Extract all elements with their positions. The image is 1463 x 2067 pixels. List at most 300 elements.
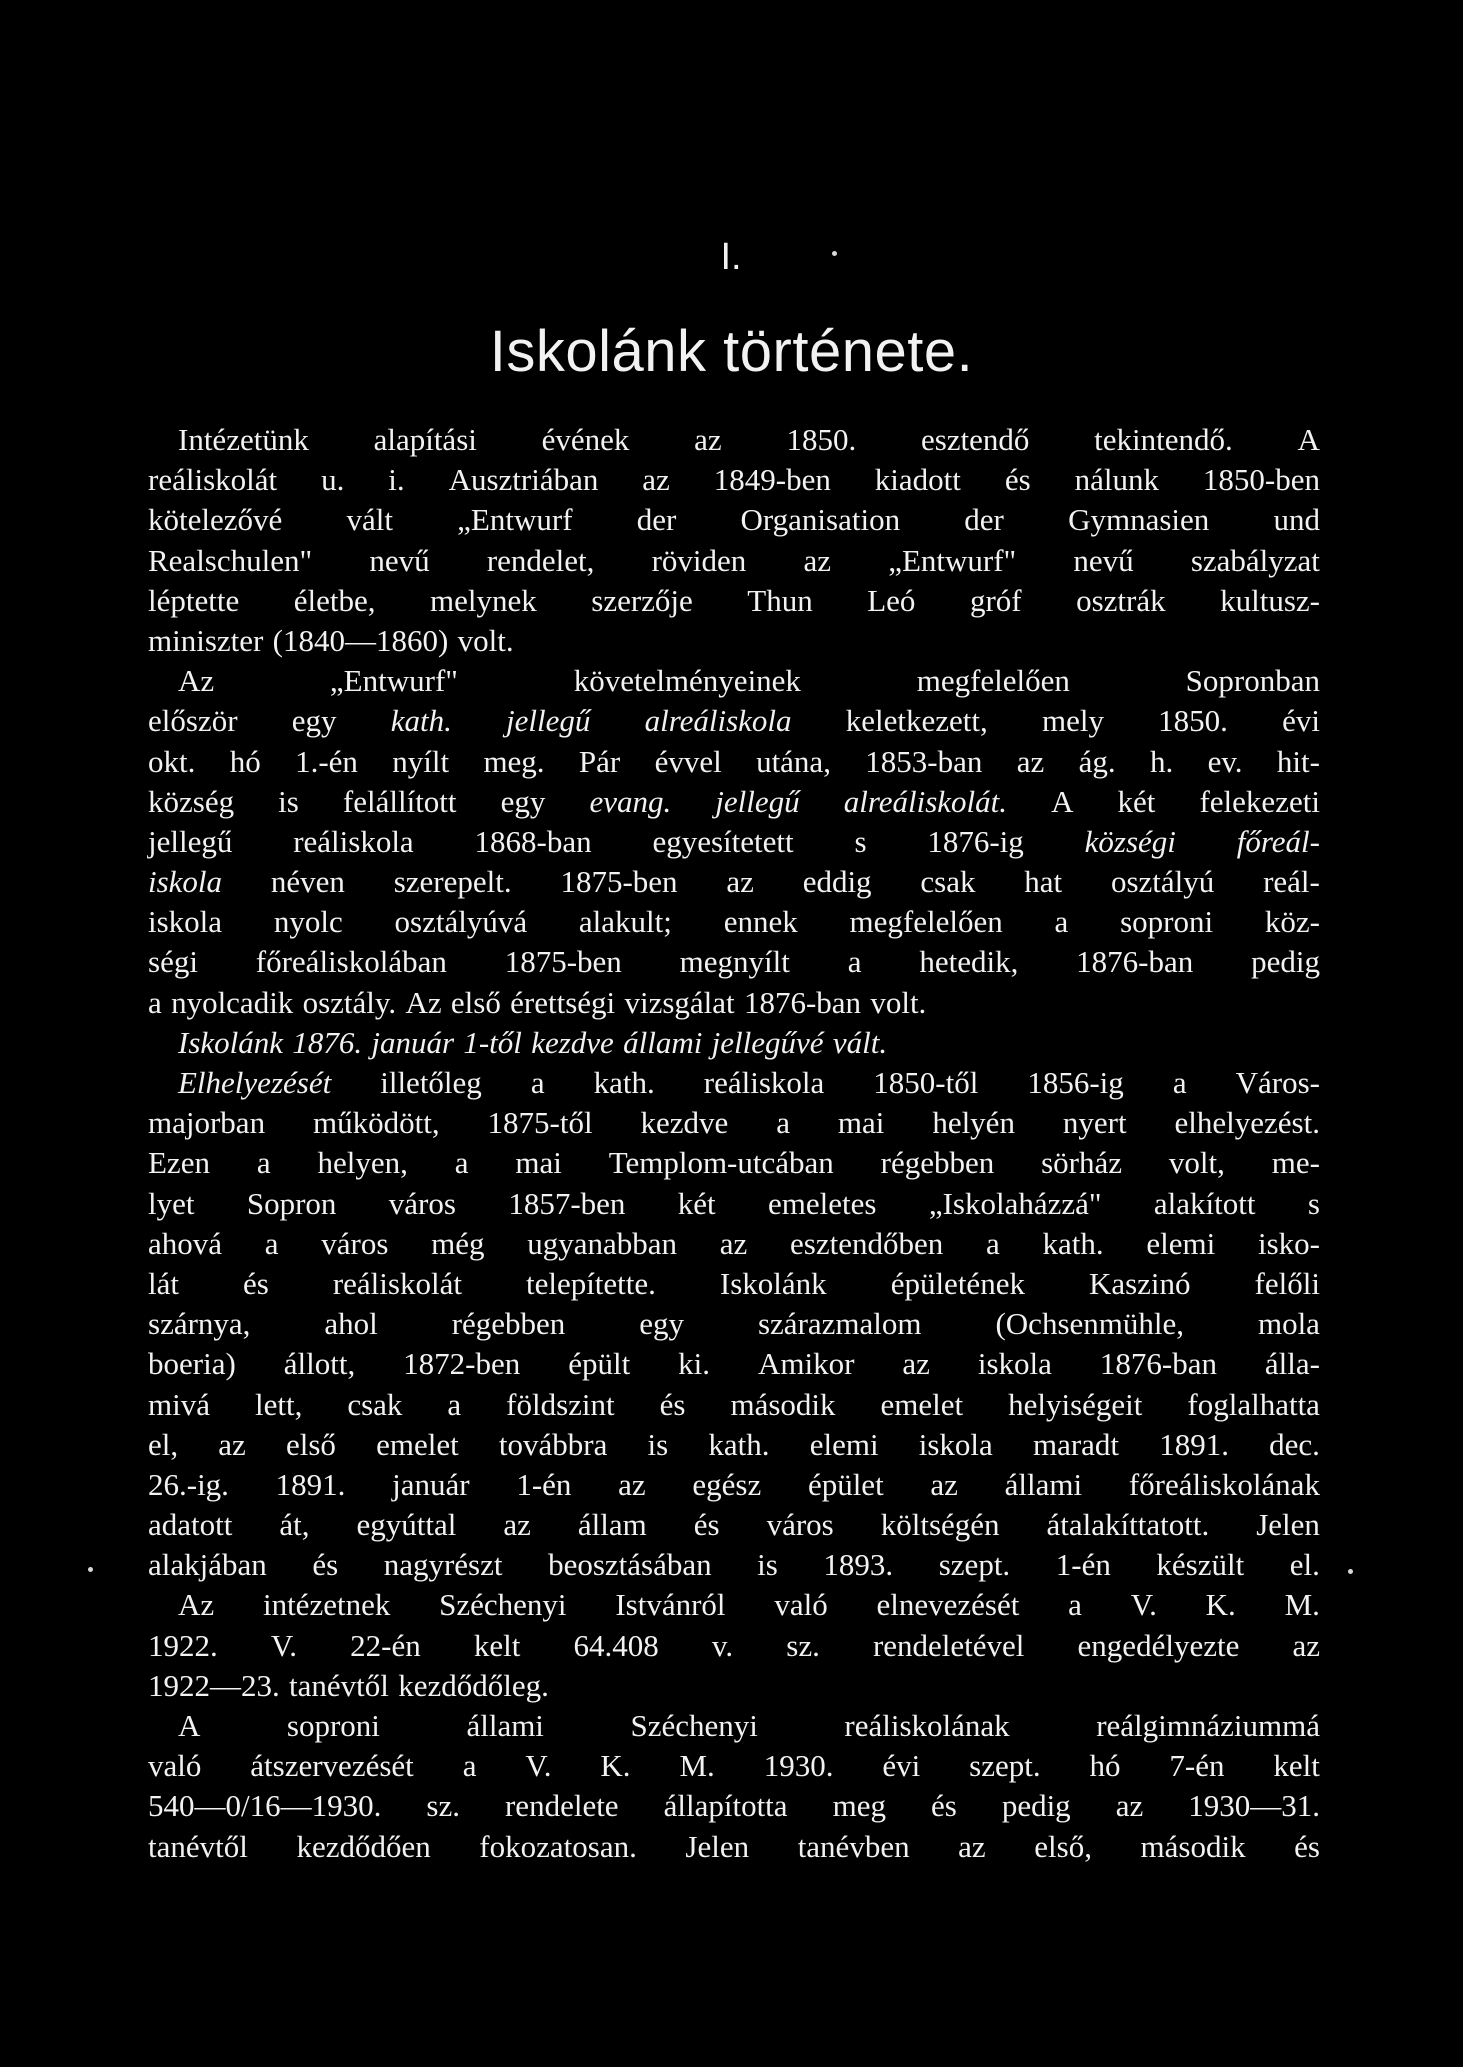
word: helyen,	[317, 1145, 408, 1181]
word: osztályú	[1110, 864, 1215, 900]
word: szabályzat	[1190, 542, 1320, 578]
word: pedig	[1251, 944, 1320, 980]
word: lát	[148, 1265, 179, 1301]
word: 22-én	[350, 1627, 421, 1663]
word: épület	[807, 1466, 884, 1502]
word: először	[148, 703, 238, 739]
word: Város-	[1235, 1065, 1320, 1100]
word: és	[930, 1788, 957, 1824]
word: tanévtől	[148, 1828, 248, 1864]
word: és	[693, 1507, 720, 1543]
text-line	[148, 1385, 1320, 1425]
word: nagyrészt	[383, 1547, 503, 1583]
word: s	[1307, 1185, 1320, 1221]
word: osztályúvá	[394, 904, 528, 940]
word: 1922.	[148, 1627, 218, 1663]
word: 1930.	[763, 1748, 834, 1784]
word: V.	[270, 1627, 298, 1663]
word: meg.	[483, 743, 545, 779]
word: reál-	[1263, 864, 1320, 900]
word: emelet	[880, 1386, 964, 1422]
word: 1893.	[823, 1547, 894, 1583]
word: me-	[1271, 1145, 1320, 1181]
word: u.	[321, 462, 345, 498]
word: Széchenyi	[439, 1587, 567, 1623]
word: eddig	[802, 864, 872, 900]
word: az	[958, 1828, 986, 1864]
word: volt,	[1168, 1145, 1225, 1181]
word: mola	[1257, 1306, 1320, 1342]
page-number: I.	[720, 236, 742, 278]
word: reáliskola	[703, 1065, 825, 1100]
word: működött,	[313, 1105, 440, 1141]
word: az	[642, 462, 670, 498]
word: földszint	[506, 1386, 615, 1422]
word: emelet	[376, 1426, 459, 1462]
word: kath.	[708, 1426, 770, 1462]
text-line	[148, 1184, 1320, 1224]
word: átalakíttatott.	[1046, 1507, 1210, 1543]
word: alakjában	[148, 1547, 267, 1583]
word: reáliskolát	[332, 1265, 462, 1301]
word: M.	[1284, 1587, 1320, 1623]
word: jellegű	[148, 823, 233, 859]
word: gróf	[969, 582, 1022, 618]
text-line	[148, 1827, 1320, 1867]
text-line	[148, 1304, 1320, 1344]
text-line	[148, 822, 1320, 862]
word: soproni	[1120, 904, 1214, 940]
word: Pár	[578, 743, 621, 779]
word: Széchenyi	[630, 1708, 758, 1743]
word: alakult;	[578, 904, 672, 940]
word: a	[454, 1145, 469, 1181]
word: régebben	[880, 1145, 995, 1181]
text-line	[148, 782, 1320, 822]
word: két	[677, 1185, 716, 1221]
word: reáliskolát	[148, 462, 278, 498]
word: Elhelyezését	[178, 1065, 332, 1100]
word: „Iskolaházzá"	[928, 1185, 1102, 1221]
word: vált.	[832, 1024, 888, 1060]
word: und	[1273, 502, 1320, 538]
word: továbbra	[498, 1426, 608, 1462]
word: második	[730, 1386, 836, 1422]
word: Jelen	[1256, 1507, 1320, 1543]
word: 26.-ig.	[148, 1466, 229, 1502]
word: községi	[1084, 823, 1176, 859]
word: az	[803, 542, 831, 578]
word: fokozatosan.	[479, 1828, 637, 1864]
word: hat	[1024, 864, 1063, 900]
word: 1876.	[292, 1024, 363, 1060]
word: Ezen	[148, 1145, 210, 1181]
word: 1-től	[463, 1024, 522, 1060]
word: iskola	[977, 1346, 1052, 1382]
word: reálgimnáziummá	[1096, 1708, 1320, 1743]
word: léptette	[148, 582, 240, 618]
text-line	[148, 862, 1320, 902]
word: kultusz-	[1220, 582, 1320, 618]
word: 1876-ban	[743, 984, 862, 1020]
word: és	[312, 1547, 339, 1583]
word: A	[178, 1708, 201, 1743]
word: a	[462, 1748, 477, 1784]
text-line	[148, 1264, 1320, 1304]
word: i.	[388, 462, 405, 498]
word: Gymnasien	[1068, 502, 1210, 538]
stray-ink-mark	[88, 1567, 93, 1572]
word: kezdve	[640, 1105, 729, 1141]
word: K.	[1205, 1587, 1236, 1623]
word: hó	[1089, 1748, 1121, 1784]
word: 1849-ben	[713, 462, 831, 498]
word: a	[148, 984, 162, 1020]
word: szárazmalom	[757, 1306, 922, 1342]
word: miniszter	[148, 622, 264, 658]
word: felekezeti	[1199, 783, 1320, 819]
word: a	[447, 1386, 462, 1422]
word: okt.	[148, 743, 196, 779]
word: régebben	[451, 1306, 566, 1342]
word: kezdve	[531, 1024, 614, 1060]
word: Ausztriában	[448, 462, 599, 498]
word: ségi	[148, 944, 198, 980]
word: 1.-én	[295, 743, 358, 779]
text-line	[148, 541, 1320, 581]
word: első	[450, 984, 501, 1020]
word: „Entwurf"	[888, 542, 1017, 578]
word: engedélyezte	[1077, 1627, 1240, 1663]
word: evang.	[589, 783, 672, 819]
word: vált	[346, 502, 393, 538]
word: és	[1004, 462, 1031, 498]
text-line	[148, 1585, 1320, 1625]
word: V.	[1130, 1587, 1157, 1623]
word: alreáliskolát.	[843, 783, 1008, 819]
word: a	[776, 1105, 790, 1141]
word: szerepelt.	[393, 864, 512, 900]
word: csak	[920, 864, 976, 900]
word: az	[618, 1466, 646, 1502]
word: a	[1068, 1587, 1082, 1623]
text-line	[148, 1666, 1320, 1706]
word: hó	[229, 743, 261, 779]
word: meg	[832, 1788, 886, 1824]
word: érettségi	[510, 984, 616, 1020]
word: dec.	[1269, 1426, 1320, 1462]
word: mai	[515, 1145, 562, 1181]
word: 540—0/16—1930.	[148, 1788, 382, 1824]
word: és	[659, 1386, 686, 1422]
word: második	[1140, 1828, 1246, 1864]
word: a	[1172, 1065, 1187, 1100]
word: ev.	[1207, 743, 1243, 779]
word: rendeletével	[872, 1627, 1025, 1663]
word: der	[636, 502, 677, 538]
word: mai	[837, 1105, 885, 1141]
word: megfelelően	[916, 663, 1070, 699]
word: épült	[568, 1346, 631, 1382]
word: 1891.	[275, 1466, 346, 1502]
word: Istvánról	[615, 1587, 726, 1623]
word: az	[902, 1346, 930, 1382]
word: „Entwurf"	[329, 663, 458, 699]
word: az	[726, 864, 754, 900]
word: is	[757, 1547, 778, 1583]
word: nálunk	[1074, 462, 1159, 498]
word: 1-én	[516, 1466, 572, 1502]
word: elhelyezést.	[1174, 1105, 1320, 1141]
word: kath.	[1042, 1225, 1104, 1261]
word: tanévtől	[289, 1667, 389, 1703]
word: nevű	[1073, 542, 1134, 578]
word: alreáliskola	[644, 703, 792, 739]
text-line	[148, 1023, 1320, 1063]
word: 1850.	[1158, 703, 1228, 739]
word: v.	[711, 1627, 734, 1663]
word: lyet	[148, 1185, 195, 1221]
word: telepítette.	[525, 1265, 656, 1301]
word: állapította	[663, 1788, 788, 1824]
word: mely	[1041, 703, 1104, 739]
word: osztrák	[1076, 582, 1166, 618]
word: néven	[270, 864, 345, 900]
word: illetőleg	[380, 1065, 482, 1100]
text-line	[148, 1143, 1320, 1183]
word: (Ochsenmühle,	[995, 1306, 1184, 1342]
word: boeria)	[148, 1346, 236, 1382]
text-line	[148, 1103, 1320, 1143]
text-line	[148, 701, 1320, 741]
word: beosztásában	[548, 1547, 712, 1583]
word: is	[647, 1426, 669, 1462]
word: rendelet,	[486, 542, 595, 578]
word: 1875-ben	[504, 944, 622, 980]
word: évének	[541, 422, 630, 457]
word: (1840—1860)	[272, 622, 449, 658]
word: épületének	[890, 1265, 1025, 1301]
word: utána,	[756, 743, 831, 779]
word: két	[1117, 783, 1156, 819]
text-line	[148, 621, 1320, 661]
word: Kaszinó	[1088, 1265, 1191, 1301]
text-line	[148, 1224, 1320, 1264]
word: 1891.	[1159, 1426, 1229, 1462]
word: való	[774, 1587, 828, 1623]
word: felállított	[342, 783, 457, 819]
word: a	[256, 1145, 271, 1181]
text-line	[148, 1626, 1320, 1666]
word: 7-én	[1169, 1748, 1225, 1784]
word: reáliskola	[293, 823, 414, 859]
word: röviden	[651, 542, 747, 578]
text-line	[148, 1465, 1320, 1505]
text-line	[148, 1706, 1320, 1746]
text-line	[148, 1545, 1320, 1585]
text-line	[148, 902, 1320, 942]
word: Sopron	[246, 1185, 337, 1221]
word: 1-én	[1055, 1547, 1111, 1583]
chapter-title: Iskolánk története.	[489, 319, 974, 384]
word: kezdődőleg.	[398, 1667, 549, 1703]
word: 64.408	[573, 1627, 659, 1663]
word: a	[986, 1225, 1000, 1261]
text-line	[148, 1505, 1320, 1545]
word: kath.	[593, 1065, 655, 1100]
word: A	[1051, 783, 1074, 819]
text-line	[148, 983, 1320, 1023]
word: a	[264, 1225, 279, 1261]
word: kath.	[390, 703, 452, 739]
word: kezdődően	[296, 1828, 431, 1864]
word: volt.	[457, 622, 514, 658]
word: kötelezővé	[148, 502, 283, 538]
word: foglalhatta	[1187, 1386, 1320, 1422]
word: egy	[291, 703, 337, 739]
word: Thun	[747, 582, 813, 618]
word: h.	[1149, 743, 1174, 779]
word: az	[1016, 743, 1045, 779]
text-line	[148, 1746, 1320, 1786]
word: átszervezését	[250, 1748, 414, 1784]
word: ugyanabban	[527, 1225, 678, 1261]
word: kelt	[1273, 1748, 1320, 1784]
word: való	[148, 1748, 202, 1784]
word: egyesítetett	[652, 823, 794, 859]
word: község	[148, 783, 235, 819]
word: évi	[882, 1748, 921, 1784]
word: rendelete	[504, 1788, 619, 1824]
word: a	[847, 944, 862, 980]
word: lett,	[254, 1386, 303, 1422]
word: osztály.	[302, 984, 397, 1020]
text-line	[148, 1786, 1320, 1826]
word: alapítási	[373, 422, 477, 457]
word: 1868-ban	[474, 823, 592, 859]
word: jellegűvé	[711, 1024, 824, 1060]
word: „Entwurf	[457, 502, 573, 538]
word: állam	[577, 1507, 647, 1543]
word: esztendőben	[790, 1225, 944, 1261]
word: egy	[500, 783, 546, 819]
word: 1856-ig	[1027, 1065, 1124, 1100]
word: január	[392, 1466, 470, 1502]
word: Leó	[867, 582, 916, 618]
text-line	[148, 942, 1320, 982]
word: Templom-utcában	[608, 1145, 834, 1181]
word: csak	[347, 1386, 403, 1422]
word: V.	[525, 1748, 552, 1784]
word: Iskolánk	[178, 1024, 284, 1060]
word: az	[694, 422, 722, 457]
word: hetedik,	[919, 944, 1019, 980]
word: helyén	[932, 1105, 1015, 1141]
word: melynek	[430, 582, 537, 618]
word: szerzője	[591, 582, 693, 618]
word: a	[1054, 904, 1069, 940]
word: s	[854, 823, 867, 859]
word: kiadott	[874, 462, 961, 498]
word: Sopronban	[1185, 663, 1320, 699]
word: felőli	[1254, 1265, 1320, 1301]
word: a	[530, 1065, 545, 1100]
text-line	[148, 460, 1320, 500]
text-line	[148, 661, 1320, 701]
word: egyúttal	[356, 1507, 457, 1543]
word: Amikor	[757, 1346, 855, 1382]
word: volt.	[870, 984, 927, 1020]
word: egy	[639, 1306, 685, 1342]
word: Jelen	[685, 1828, 750, 1864]
word: egész	[692, 1466, 762, 1502]
text-line	[148, 500, 1320, 540]
word: 1876-ig	[927, 823, 1024, 859]
word: 1876-ban	[1099, 1346, 1217, 1382]
word: megfelelően	[849, 904, 1003, 940]
word: szept.	[969, 1748, 1041, 1784]
word: Iskolánk	[719, 1265, 827, 1301]
word: 1850.	[786, 422, 857, 457]
word: főreáliskolának	[1128, 1466, 1320, 1502]
word: pedig	[1001, 1788, 1071, 1824]
word: és	[243, 1265, 269, 1301]
word: Az	[178, 663, 215, 699]
word: az	[503, 1507, 531, 1543]
word: tekintendő.	[1094, 422, 1233, 457]
text-line	[148, 420, 1320, 460]
word: 1922—23.	[148, 1667, 280, 1703]
word: még	[431, 1225, 485, 1261]
word: der	[964, 502, 1004, 538]
word: ág.	[1078, 743, 1116, 779]
word: első,	[1034, 1828, 1092, 1864]
word: sz.	[426, 1788, 460, 1824]
word: nevű	[369, 542, 430, 578]
word: Organisation	[740, 502, 901, 538]
word: hit-	[1276, 743, 1320, 779]
word: isko-	[1257, 1225, 1320, 1261]
word: város	[766, 1507, 834, 1543]
word: nyolcadik	[171, 984, 294, 1020]
word: iskola	[148, 864, 223, 900]
word: kelt	[473, 1627, 521, 1663]
word: állami	[623, 1024, 703, 1060]
word: állami	[466, 1708, 544, 1743]
word: Intézetünk	[178, 422, 309, 457]
word: főreáliskolában	[255, 944, 447, 980]
word: el.	[1289, 1547, 1320, 1583]
word: majorban	[148, 1105, 266, 1141]
word: is	[278, 783, 299, 819]
body-text	[148, 420, 1320, 1867]
word: K.	[600, 1748, 631, 1784]
word: soproni	[286, 1708, 380, 1743]
stray-ink-mark	[832, 251, 837, 256]
word: ahová	[148, 1225, 223, 1261]
word: az	[1115, 1788, 1144, 1824]
word: és	[1294, 1828, 1320, 1864]
word: emeletes	[768, 1185, 877, 1221]
word: Realschulen"	[148, 542, 313, 578]
word: 1857-ben	[508, 1185, 626, 1221]
word: nyert	[1062, 1105, 1127, 1141]
word: az	[930, 1466, 958, 1502]
word: költségén	[880, 1507, 1000, 1543]
word: el,	[148, 1426, 179, 1462]
word: köz-	[1264, 904, 1320, 940]
word: első	[286, 1426, 336, 1462]
